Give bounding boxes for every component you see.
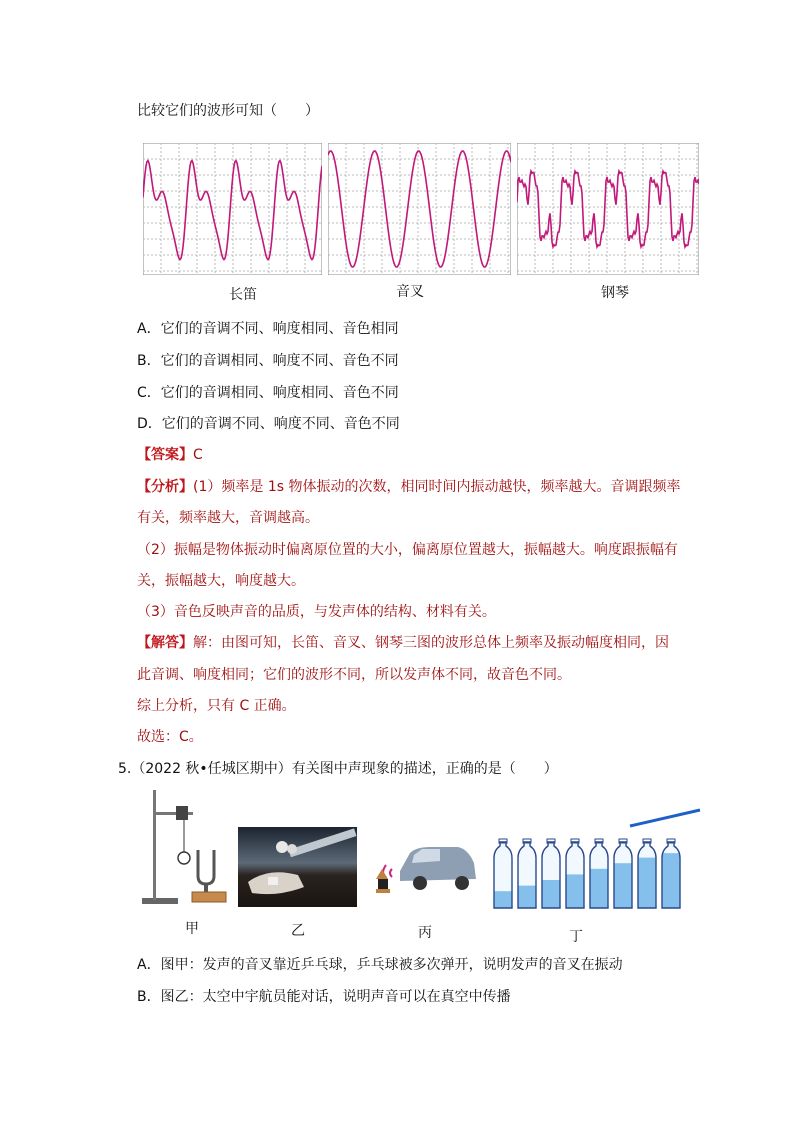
fig-label-ding: 丁 [569,929,583,945]
analysis-line-1 [137,477,680,497]
figure-jia-tuning-fork-ball [140,788,230,908]
q4-stem: 比较它们的波形可知（ ） [137,103,319,119]
flute-waveform [143,143,322,275]
q5-stem: 5.（2022 秋•任城区期中）有关图中声现象的描述，正确的是（ ） [118,761,558,777]
solution-a: 解：由图可知，长笛、音叉、钢琴三图的波形总体上频率及振动幅度相同，因 [193,635,669,651]
figure-ding-bottles [490,806,702,912]
answer-tag: 【答案】 [137,447,193,463]
caption-flute: 长笛 [229,287,257,303]
figure-yi-astronauts [238,827,357,907]
bottle [518,839,536,908]
answer-line [137,445,203,465]
piano-waveform [517,143,699,275]
bottle [566,839,584,908]
fig-label-bing: 丙 [418,925,432,941]
analysis-2b: 关，振幅越大，响度越大。 [137,573,305,589]
analysis-2a: （2）振幅是物体振动时偏离原位置的大小，偏离原位置越大，振幅越大。响度跟振幅有 [137,542,678,558]
answer-value: C [193,447,203,463]
bottle [614,839,632,908]
analysis-tag: 【分析】 [137,479,193,495]
q4-option-c: C．它们的音调相同、响度相同、音色不同 [137,385,399,401]
q4-option-a: A．它们的音调不同、响度相同、音色相同 [137,321,399,337]
fig-label-jia: 甲 [185,921,199,937]
bottle [638,839,656,908]
q5-option-a: A．图甲：发声的音叉靠近乒乓球，乒乓球被多次弹开，说明发声的音叉在振动 [137,957,623,973]
tuning-fork-waveform [328,143,511,275]
q4-option-d: D．它们的音调不同、响度不同、音色不同 [137,416,400,432]
solution-tag: 【解答】 [137,635,193,651]
striking-stick [630,810,700,826]
q5-option-b: B．图乙：太空中宇航员能对话，说明声音可以在真空中传播 [137,989,511,1005]
analysis-3: （3）音色反映声音的品质，与发声体的结构、材料有关。 [137,604,496,620]
solution-line-1 [137,633,669,653]
bottle [590,839,608,908]
bottle [494,839,512,908]
analysis-1a: (1）频率是 1s 物体振动的次数，相同时间内振动越快，频率越大。音调跟频率 [193,479,681,495]
choose: 故选：C。 [137,729,203,745]
q4-option-b: B．它们的音调相同、响度不同、音色不同 [137,353,399,369]
bottle [662,839,680,908]
solution-b: 此音调、响度相同；它们的波形不同，所以发声体不同，故音色不同。 [137,667,571,683]
summary: 综上分析，只有 C 正确。 [137,698,296,714]
caption-tuning-fork: 音叉 [396,284,424,300]
bottle [542,839,560,908]
figure-bing-car-sensor [370,835,480,900]
caption-piano: 钢琴 [601,285,629,301]
fig-label-yi: 乙 [291,923,305,939]
analysis-1b: 有关，频率越大，音调越高。 [137,510,319,526]
